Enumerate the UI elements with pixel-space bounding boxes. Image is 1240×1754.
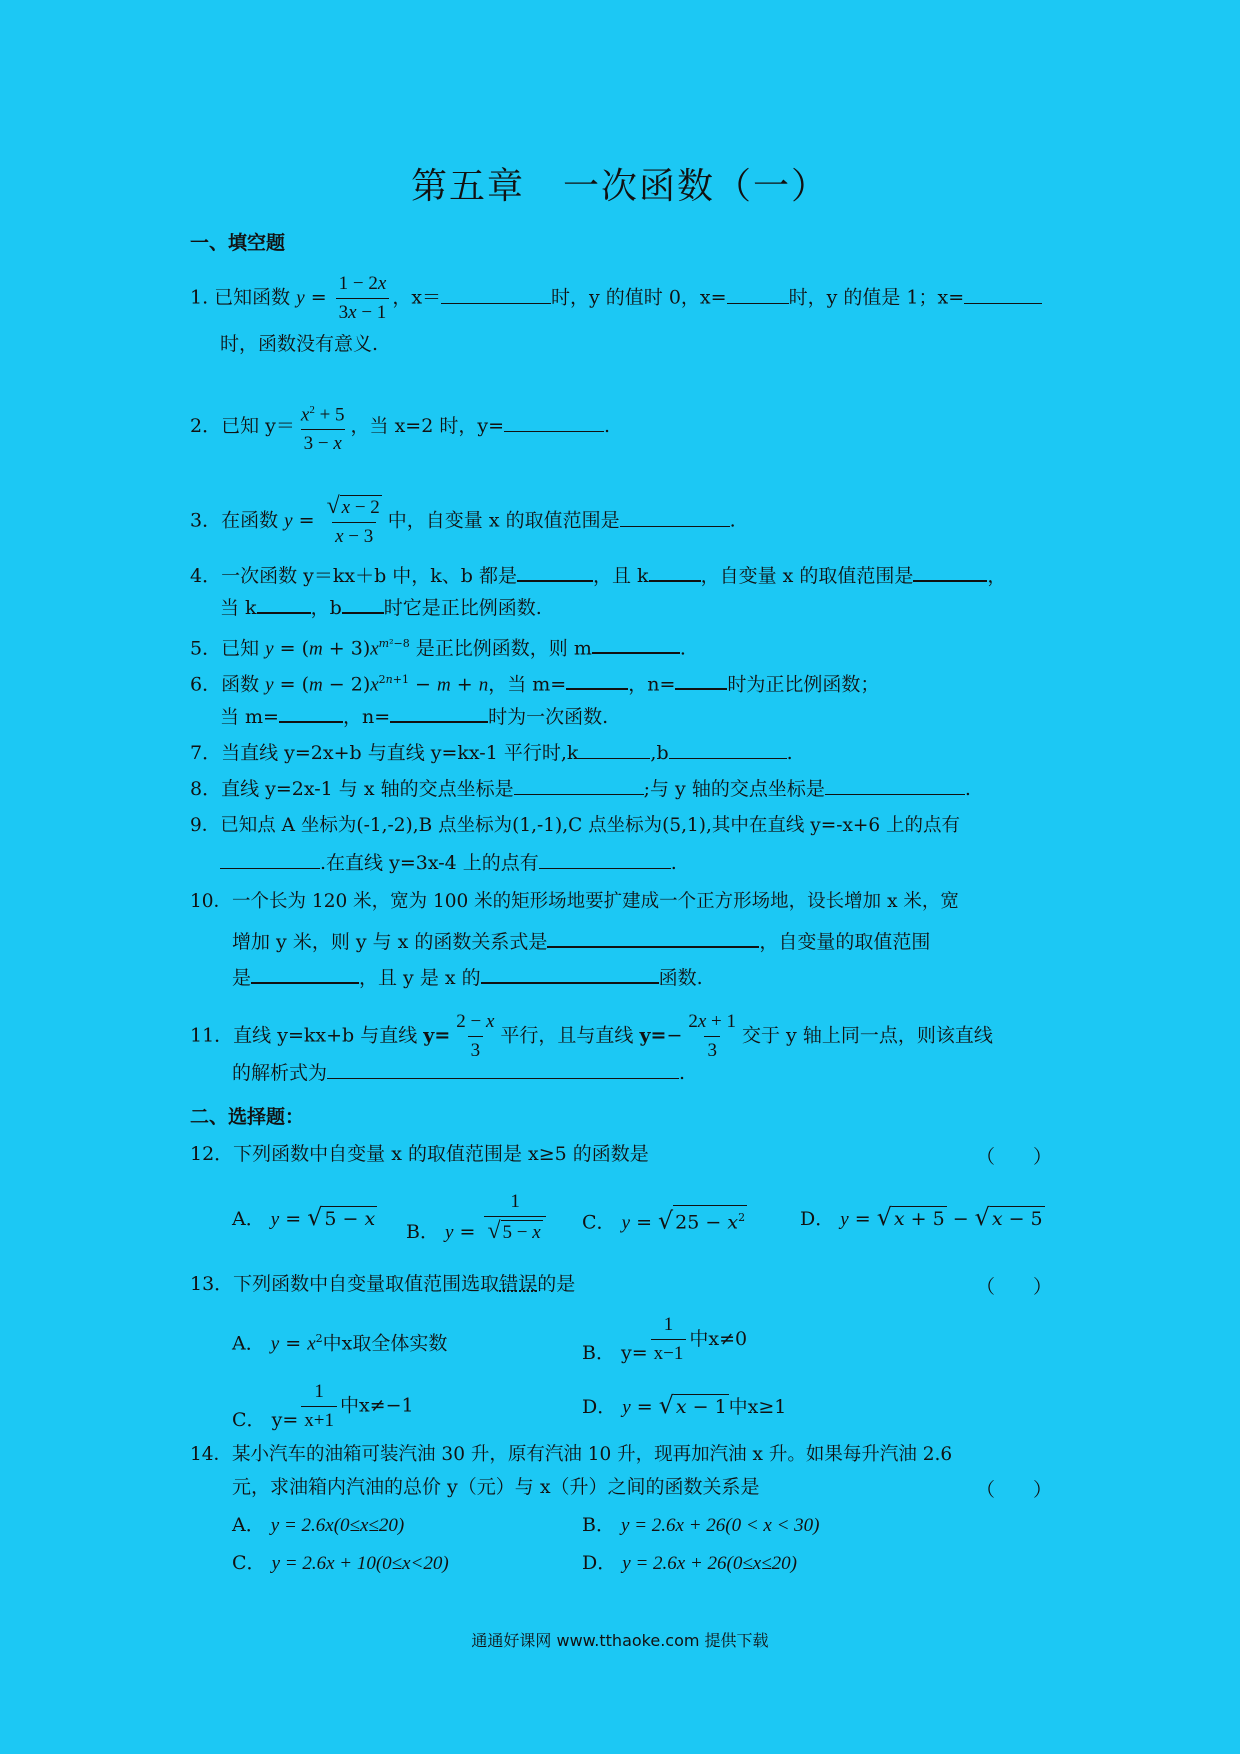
answer-parentheses[interactable]: （ ） — [975, 1479, 1052, 1501]
option-13d[interactable]: D． y = √ x − 1 中x≥1 — [582, 1391, 787, 1419]
question-8: 8．直线 y=2x-1 与 x 轴的交点坐标是 ;与 y 轴的交点坐标是 . — [190, 778, 971, 800]
question-6-cont: 当 m= ，n= 时为一次函数. — [220, 703, 608, 729]
option-14c[interactable]: C． y = 2.6x + 10(0≤x<20) — [232, 1552, 449, 1574]
answer-blank[interactable] — [825, 776, 965, 795]
answer-blank[interactable] — [481, 964, 659, 984]
answer-blank[interactable] — [279, 703, 343, 723]
option-13c[interactable]: C． y= $\frac{1}{x+1}$ 中x≠−1 — [232, 1381, 414, 1431]
question-10-cont: 增加 y 米，则 y 与 x 的函数关系式是 ，自变量的取值范围 — [232, 928, 930, 954]
answer-blank[interactable] — [578, 740, 650, 759]
answer-blank[interactable] — [913, 562, 987, 582]
option-14b[interactable]: B． y = 2.6x + 26(0 < x < 30) — [582, 1514, 820, 1536]
answer-blank[interactable] — [504, 413, 604, 432]
question-2: 2．已知 y＝ $\frac{x^2 + 5}{3 - x}$ ，当 x=2 时，y= . — [190, 404, 611, 455]
answer-blank[interactable] — [342, 594, 384, 614]
page-title: 第五章 一次函数（一） — [410, 166, 829, 207]
answer-blank[interactable] — [220, 850, 320, 869]
answer-parentheses[interactable]: （ ） — [975, 1276, 1052, 1298]
question-12: 12．下列函数中自变量 x 的取值范围是 x≥5 的函数是 — [190, 1143, 649, 1165]
option-13b[interactable]: B． y= $\frac{1}{x-1}$ 中x≠0 — [582, 1314, 748, 1364]
answer-blank[interactable] — [441, 285, 551, 304]
option-12c[interactable]: C． y = √ $25 - x^2$ — [582, 1206, 746, 1235]
answer-blank[interactable] — [669, 740, 787, 759]
answer-blank[interactable] — [620, 508, 730, 527]
question-5: 5．已知 $y = (m + 3)x^{m^2-8}$ 是正比例函数，则 m . — [190, 632, 1052, 661]
answer-blank[interactable] — [566, 670, 628, 690]
question-11: 11．直线 y=kx+b 与直线 y= $\frac{2 - x}{3}$ 平行，且与直线 y=− $\frac{2x + 1}{3}$ 交于 y 轴上同一点，则该直线 — [190, 1011, 993, 1061]
answer-blank[interactable] — [514, 776, 644, 795]
question-3: 3．在函数 y = $\frac{√ x - 2}{x - 3}$ 中，自变量 x 的取值范围是 . — [190, 493, 736, 547]
option-14a[interactable]: A． y = 2.6x(0≤x≤20) — [232, 1514, 405, 1536]
answer-blank[interactable] — [251, 964, 359, 984]
answer-blank[interactable] — [964, 285, 1042, 304]
option-12a[interactable]: A． y = √ 5 − x — [232, 1203, 376, 1231]
question-10: 10．一个长为 120 米，宽为 100 米的矩形场地要扩建成一个正方形场地，设长增加 x 米，宽 — [190, 891, 959, 912]
answer-parentheses[interactable]: （ ） — [975, 1146, 1052, 1168]
fraction: $\frac{1 - 2x}{3x - 1}$ — [336, 272, 390, 325]
answer-blank[interactable] — [547, 928, 759, 948]
question-9-cont: .在直线 y=3x-4 上的点有 . — [220, 850, 677, 875]
answer-blank[interactable] — [539, 850, 671, 869]
question-4: 4．一次函数 y＝kx＋b 中，k、b 都是 ，且 k ，自变量 x 的取值范围是 ， — [190, 562, 1052, 588]
answer-blank[interactable] — [592, 634, 680, 654]
option-12d[interactable]: D． y = √ x + 5 − √ x − 5 — [800, 1203, 1043, 1231]
answer-blank[interactable] — [390, 703, 488, 723]
option-14d[interactable]: D． y = 2.6x + 26(0≤x≤20) — [582, 1552, 797, 1574]
question-11-cont: 的解析式为 . — [232, 1062, 686, 1084]
question-7: 7．当直线 y=2x+b 与直线 y=kx-1 平行时,k ,b . — [190, 742, 793, 764]
question-13: 13．下列函数中自变量取值范围选取错误的是 — [190, 1273, 576, 1295]
question-10-cont2: 是 ，且 y 是 x 的 函数. — [232, 964, 703, 990]
section-multiple-choice: 二、选择题： — [190, 1106, 305, 1128]
footer-source: 通通好课网 www.tthaoke.com 提供下载 — [471, 1631, 769, 1650]
question-14: 14．某小汽车的油箱可装汽油 30 升，原有汽油 10 升，现再加汽油 x 升。如果每升汽油 2.6 — [190, 1444, 953, 1465]
answer-blank[interactable] — [727, 285, 789, 304]
question-1: 1. 已知函数 y = $\frac{1 - 2x}{3x - 1}$ ，x＝ 时，y 的值时 0，x= 时，y 的值是 1；x= — [190, 272, 1052, 325]
answer-blank[interactable] — [517, 562, 593, 582]
answer-blank[interactable] — [327, 1060, 679, 1079]
question-1-cont: 时，函数没有意义. — [220, 333, 379, 355]
answer-blank[interactable] — [675, 670, 727, 690]
answer-blank[interactable] — [257, 594, 311, 614]
answer-blank[interactable] — [649, 562, 701, 582]
question-4-cont: 当 k ，b 时它是正比例函数. — [220, 594, 542, 620]
question-6: 6．函数 $y = (m - 2)x^{2n+1} - m + n$，当 m= ，n= 时为正比例函数； — [190, 668, 1052, 697]
option-12b[interactable]: B． y = $\frac{1}{√ 5 - x}$ — [406, 1190, 549, 1245]
question-14-cont: 元，求油箱内汽油的总价 y（元）与 x（升）之间的函数关系是 — [232, 1476, 760, 1498]
option-13a[interactable]: A． $y = x^2$中x取全体实数 — [232, 1332, 448, 1355]
section-fill-in: 一、填空题 — [190, 232, 286, 254]
question-9: 9．已知点 A 坐标为(-1,-2),B 点坐标为(1,-1),C 点坐标为(5,1),其中在直线 y=-x+6 上的点有 — [190, 815, 961, 836]
